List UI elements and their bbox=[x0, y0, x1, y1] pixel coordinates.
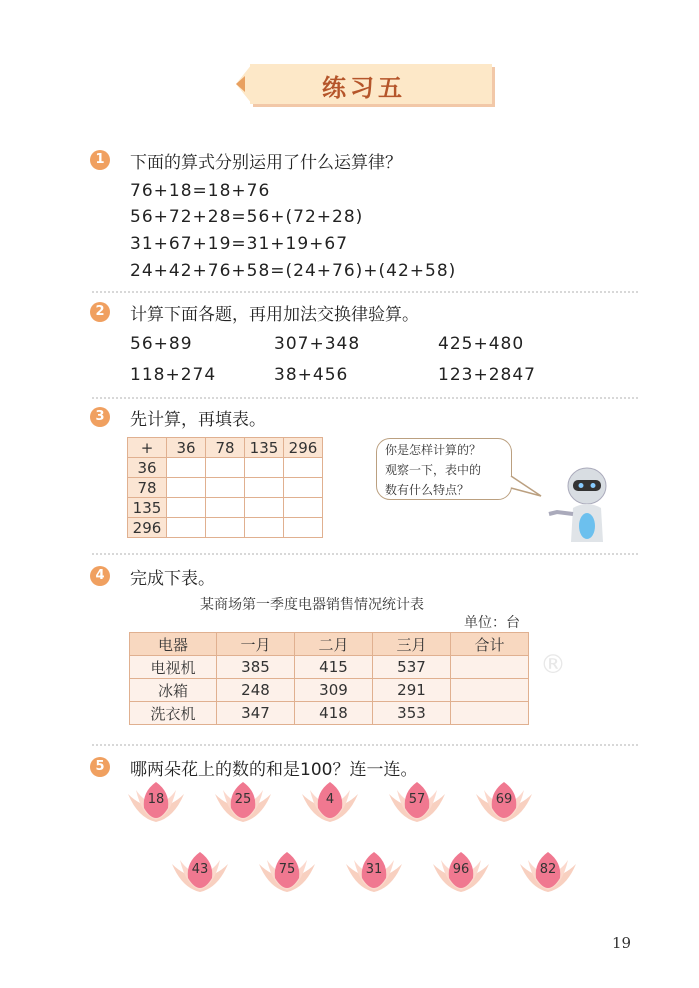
lotus-flower[interactable] bbox=[472, 782, 536, 822]
header-cell: 三月 bbox=[373, 633, 451, 656]
blank-cell[interactable] bbox=[284, 518, 323, 538]
cell: 385 bbox=[217, 656, 295, 679]
divider bbox=[92, 744, 638, 746]
equation-3: 31+67+19=31+19+67 bbox=[130, 234, 349, 254]
flower-number: 75 bbox=[278, 862, 296, 877]
cell: 248 bbox=[217, 679, 295, 702]
lotus-flower[interactable] bbox=[342, 852, 406, 892]
bubble-line: 你是怎样计算的？ bbox=[385, 443, 482, 457]
lotus-flower[interactable] bbox=[385, 782, 449, 822]
flower-number: 4 bbox=[325, 792, 335, 807]
question-4-text: 完成下表。 bbox=[130, 569, 215, 589]
divider bbox=[92, 553, 638, 555]
problem: 38+456 bbox=[274, 365, 349, 385]
blank-cell[interactable] bbox=[167, 518, 206, 538]
robot-icon bbox=[545, 464, 615, 544]
table-row bbox=[130, 702, 529, 725]
blank-cell[interactable] bbox=[245, 458, 284, 478]
question-5-text: 哪两朵花上的数的和是100？连一连。 bbox=[130, 760, 418, 780]
divider bbox=[92, 397, 638, 399]
blank-cell[interactable] bbox=[284, 478, 323, 498]
table-caption: 某商场第一季度电器销售情况统计表 bbox=[200, 597, 424, 613]
equation-2: 56+72+28=56+(72+28) bbox=[130, 207, 364, 227]
page-number: 19 bbox=[612, 934, 632, 952]
row-header: 78 bbox=[128, 478, 167, 498]
table-row bbox=[130, 679, 529, 702]
speech-bubble bbox=[376, 438, 512, 500]
blank-cell[interactable] bbox=[206, 458, 245, 478]
cell: 电视机 bbox=[130, 656, 217, 679]
row-header: 135 bbox=[128, 498, 167, 518]
total-cell[interactable] bbox=[451, 702, 529, 725]
cell: 415 bbox=[295, 656, 373, 679]
total-cell[interactable] bbox=[451, 679, 529, 702]
question-number-1: 1 bbox=[90, 150, 110, 170]
table-row bbox=[130, 656, 529, 679]
col-header: 135 bbox=[245, 438, 284, 458]
col-header: 36 bbox=[167, 438, 206, 458]
equation-4: 24+42+76+58=(24+76)+(42+58) bbox=[130, 261, 457, 281]
question-number-2: 2 bbox=[90, 302, 110, 322]
lotus-flower[interactable] bbox=[255, 852, 319, 892]
problem: 56+89 bbox=[130, 334, 193, 354]
blank-cell[interactable] bbox=[245, 478, 284, 498]
header-cell: 合计 bbox=[451, 633, 529, 656]
lotus-flower[interactable] bbox=[429, 852, 493, 892]
bubble-tail bbox=[505, 470, 545, 500]
flower-number: 69 bbox=[495, 792, 513, 807]
flower-number: 43 bbox=[191, 862, 209, 877]
problem: 425+480 bbox=[438, 334, 525, 354]
corner-cell: + bbox=[128, 438, 167, 458]
question-1-text: 下面的算式分别运用了什么运算律？ bbox=[130, 153, 402, 173]
total-cell[interactable] bbox=[451, 656, 529, 679]
cell: 418 bbox=[295, 702, 373, 725]
blank-cell[interactable] bbox=[206, 518, 245, 538]
addition-table bbox=[127, 437, 323, 538]
lotus-flower[interactable] bbox=[124, 782, 188, 822]
col-header: 296 bbox=[284, 438, 323, 458]
flower-number: 82 bbox=[539, 862, 557, 877]
bubble-line: 观察一下，表中的 bbox=[385, 463, 482, 477]
header-cell: 电器 bbox=[130, 633, 217, 656]
blank-cell[interactable] bbox=[167, 478, 206, 498]
flower-number: 18 bbox=[147, 792, 165, 807]
row-header: 296 bbox=[128, 518, 167, 538]
bubble-line: 数有什么特点？ bbox=[385, 483, 470, 497]
header-cell: 一月 bbox=[217, 633, 295, 656]
blank-cell[interactable] bbox=[167, 498, 206, 518]
flower-number: 25 bbox=[234, 792, 252, 807]
blank-cell[interactable] bbox=[167, 458, 206, 478]
lotus-flower[interactable] bbox=[211, 782, 275, 822]
cell: 洗衣机 bbox=[130, 702, 217, 725]
blank-cell[interactable] bbox=[245, 498, 284, 518]
problem: 118+274 bbox=[130, 365, 217, 385]
blank-cell[interactable] bbox=[284, 498, 323, 518]
blank-cell[interactable] bbox=[284, 458, 323, 478]
row-header: 36 bbox=[128, 458, 167, 478]
watermark-registered-icon: ® bbox=[540, 650, 566, 680]
question-number-5: 5 bbox=[90, 757, 110, 777]
lotus-flower[interactable] bbox=[168, 852, 232, 892]
table-unit: 单位：台 bbox=[464, 615, 520, 631]
question-3-text: 先计算，再填表。 bbox=[130, 410, 266, 430]
equation-1: 76+18=18+76 bbox=[130, 181, 271, 201]
title-banner bbox=[236, 64, 492, 106]
problem: 123+2847 bbox=[438, 365, 536, 385]
blank-cell[interactable] bbox=[206, 478, 245, 498]
flower-number: 96 bbox=[452, 862, 470, 877]
blank-cell[interactable] bbox=[206, 498, 245, 518]
cell: 537 bbox=[373, 656, 451, 679]
lotus-flower[interactable] bbox=[298, 782, 362, 822]
question-number-3: 3 bbox=[90, 407, 110, 427]
cell: 291 bbox=[373, 679, 451, 702]
cell: 309 bbox=[295, 679, 373, 702]
question-number-4: 4 bbox=[90, 566, 110, 586]
sales-table bbox=[129, 632, 529, 725]
flower-number: 57 bbox=[408, 792, 426, 807]
question-2-text: 计算下面各题，再用加法交换律验算。 bbox=[130, 305, 419, 325]
col-header: 78 bbox=[206, 438, 245, 458]
blank-cell[interactable] bbox=[245, 518, 284, 538]
page-title: 练习五 bbox=[322, 73, 406, 102]
lotus-flower[interactable] bbox=[516, 852, 580, 892]
flower-number: 31 bbox=[365, 862, 383, 877]
divider bbox=[92, 291, 638, 293]
cell: 353 bbox=[373, 702, 451, 725]
cell: 347 bbox=[217, 702, 295, 725]
cell: 冰箱 bbox=[130, 679, 217, 702]
problem: 307+348 bbox=[274, 334, 361, 354]
header-cell: 二月 bbox=[295, 633, 373, 656]
